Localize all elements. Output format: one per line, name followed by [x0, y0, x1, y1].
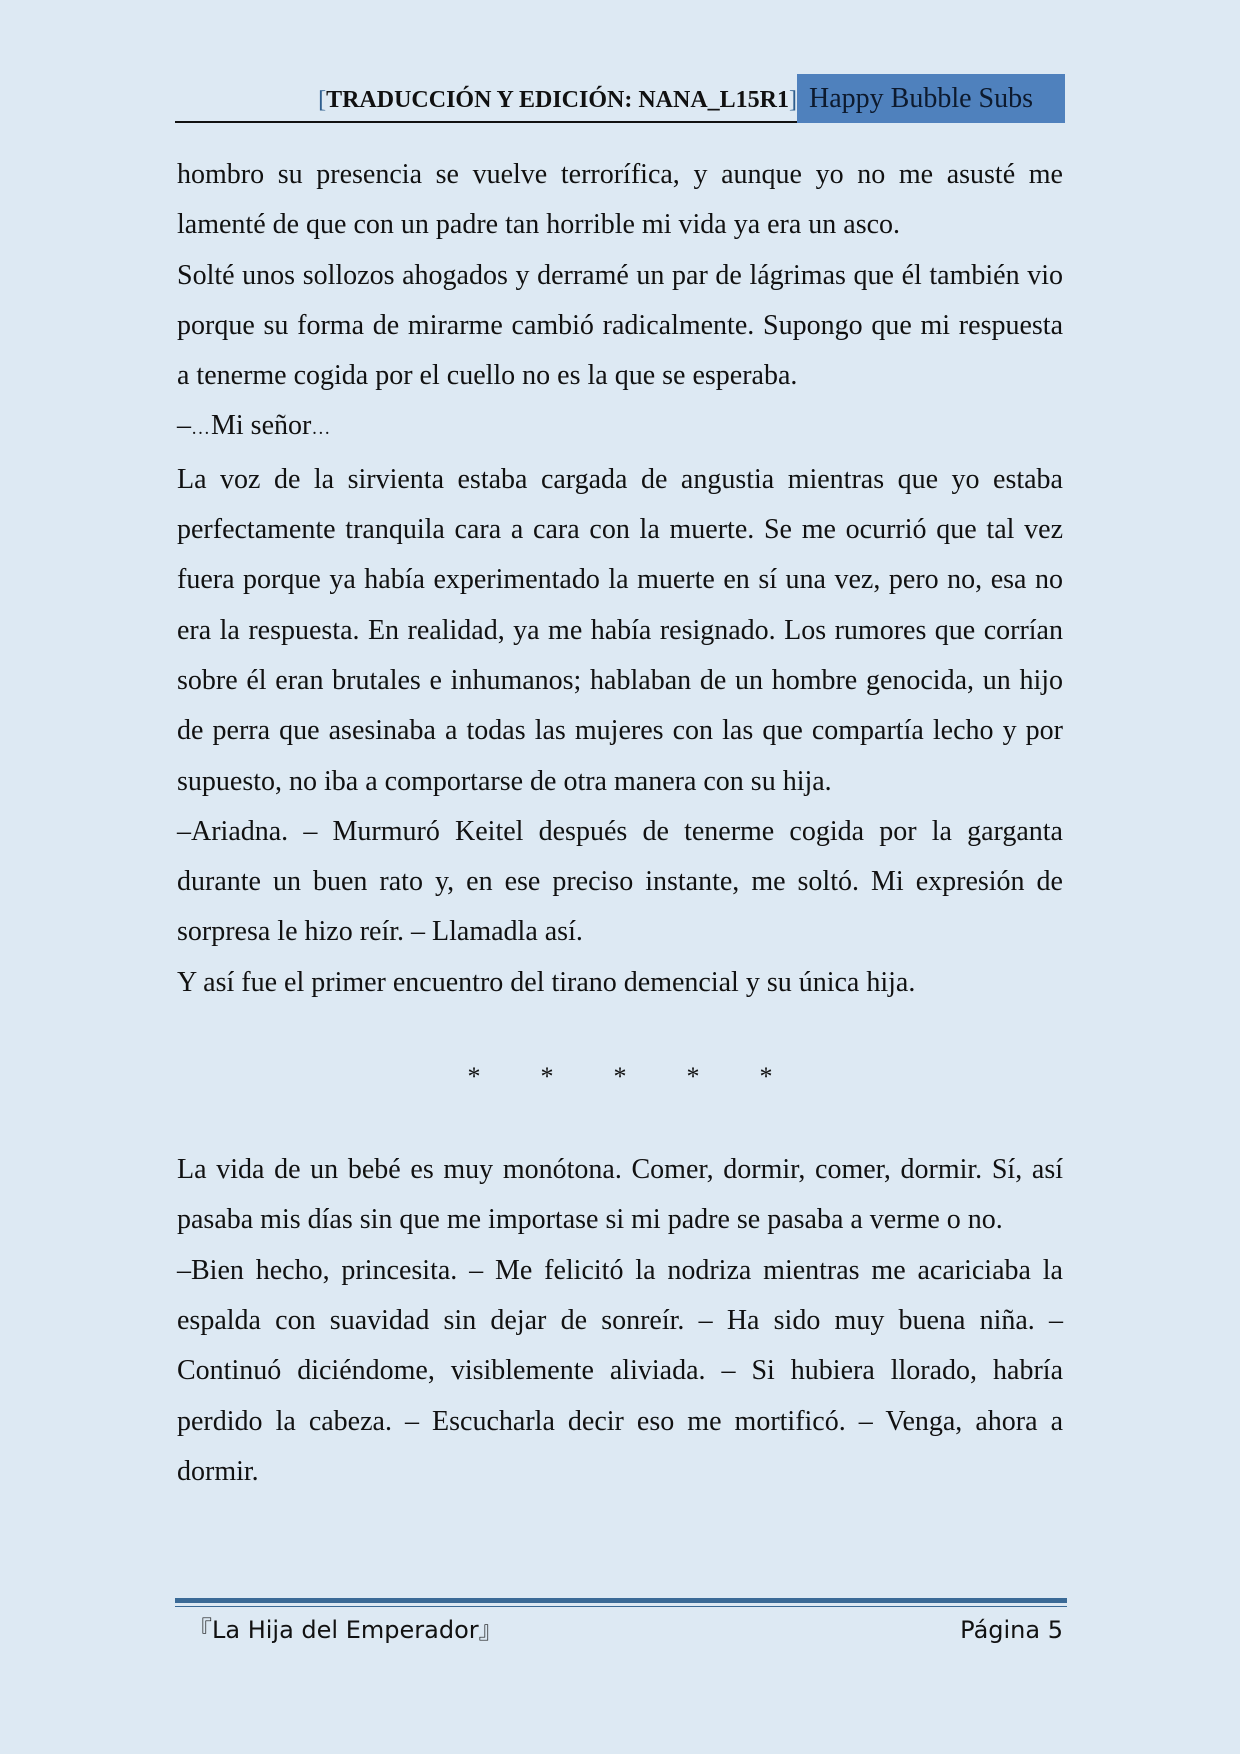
paragraph: hombro su presencia se vuelve terrorífica, y aunque yo no me asusté me lamenté de que con un padre tan horrible mi vida ya era un asco.	[177, 159, 1063, 241]
separator-asterisk: *	[540, 1061, 554, 1091]
paragraph: La vida de un bebé es muy monótona. Comer, dormir, comer, dormir. Sí, así pasaba mis días sin que me importase si mi padre se pasaba a verme o no.	[177, 1154, 1063, 1236]
paragraph: Y así fue el primer encuentro del tirano demencial y su única hija.	[177, 966, 916, 998]
paragraph: Solté unos sollozos ahogados y derramé un par de lágrimas que él también vio porque su forma de mirarme cambió radicalmente. Supongo que mi respuesta a tenerme cogida por el cuello no es la que se esperaba.	[177, 259, 1063, 392]
separator-asterisk: *	[759, 1061, 773, 1091]
body-text	[177, 150, 1063, 1497]
credit-bracket-open: [	[318, 87, 327, 113]
header-rule	[175, 121, 797, 123]
separator-asterisk: *	[467, 1061, 481, 1091]
credit-text: TRADUCCIÓN Y EDICIÓN: NANA_L15R1	[326, 87, 789, 113]
scene-separator	[177, 1008, 1063, 1145]
separator-asterisk: *	[686, 1061, 700, 1091]
book-title: 『La Hija del Emperador』	[188, 1616, 503, 1644]
footer-rule	[175, 1606, 1067, 1607]
ellipsis: …	[311, 418, 332, 440]
credit-bracket-close: ]	[789, 87, 797, 113]
dialogue-line	[177, 401, 1063, 454]
dialogue-text: Mi señor	[211, 410, 312, 442]
ellipsis: …	[191, 418, 211, 440]
footer-rule	[175, 1598, 1067, 1603]
paragraph: –Ariadna. – Murmuró Keitel después de tenerme cogida por la garganta durante un buen rato y, en ese preciso instante, me soltó. Mi expresión de sorpresa le hizo reír. – Llamadla así.	[177, 815, 1063, 948]
paragraph: –Bien hecho, princesita. – Me felicitó la nodriza mientras me acariciaba la espalda con suavidad sin dejar de sonreír. – Ha sido muy buena niña. – Continuó diciéndome, visiblemente aliviada. – Si hubiera llorado, habría perdido la cabeza. – Escucharla decir eso me mortificó. – Venga, ahora a dormir.	[177, 1254, 1063, 1487]
separator-asterisk: *	[613, 1061, 627, 1091]
paragraph: La voz de la sirvienta estaba cargada de angustia mientras que yo estaba perfectamente tranquila cara a cara con la muerte. Se me ocurrió que tal vez fuera porque ya había experimentado la muerte en sí una vez, pero no, esa no era la respuesta. En realidad, ya me había resignado. Los rumores que corrían sobre él eran brutales e inhumanos; hablaban de un hombre genocida, un hijo de perra que asesinaba a todas las mujeres con las que compartía lecho y por supuesto, no iba a comportarse de otra manera con su hija.	[177, 463, 1063, 797]
brand-label: Happy Bubble Subs	[797, 74, 1065, 123]
page-number: Página 5	[960, 1616, 1063, 1644]
dialogue-dash: –	[177, 410, 191, 442]
page-header	[175, 74, 1065, 123]
translation-credit	[175, 74, 797, 121]
